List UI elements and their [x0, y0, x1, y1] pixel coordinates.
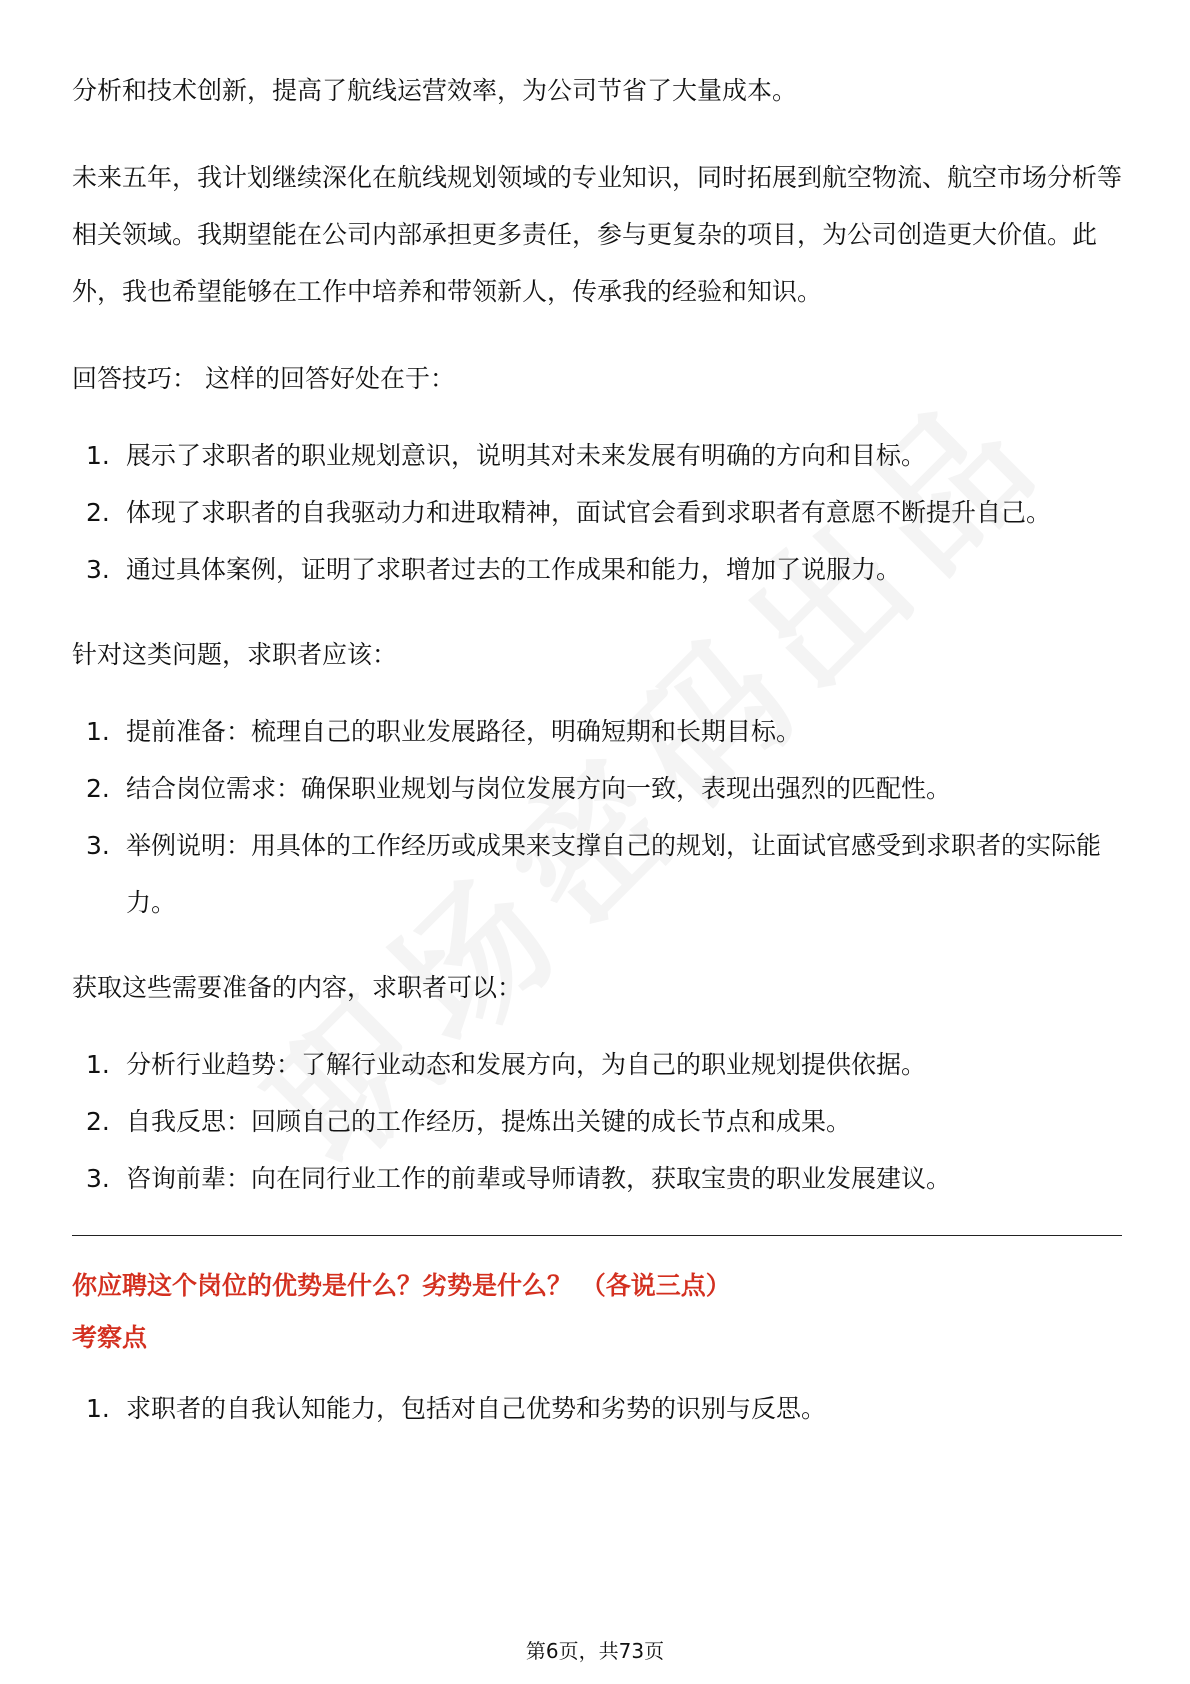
list-number: 2. [86, 498, 110, 527]
list-item [72, 427, 1122, 484]
preparation-list [72, 1036, 1122, 1207]
list-item-text: 举例说明：用具体的工作经历或成果来支撑自己的规划，让面试官感受到求职者的实际能力。 [126, 831, 1102, 917]
advice-list [72, 703, 1122, 931]
list-number: 1. [86, 441, 110, 470]
list-item [72, 541, 1122, 598]
list-number: 3. [86, 831, 110, 860]
list-number: 1. [86, 717, 110, 746]
list-item [72, 817, 1122, 931]
list-item-text: 咨询前辈：向在同行业工作的前辈或导师请教，获取宝贵的职业发展建议。 [126, 1164, 952, 1193]
list-item-text: 体现了求职者的自我驱动力和进取精神，面试官会看到求职者有意愿不断提升自己。 [126, 498, 1052, 527]
list-number: 1. [86, 1050, 110, 1079]
list-item-text: 分析行业趋势：了解行业动态和发展方向，为自己的职业规划提供依据。 [126, 1050, 927, 1079]
paragraph: 分析和技术创新，提高了航线运营效率，为公司节省了大量成本。 [72, 76, 798, 105]
paragraph: 获取这些需要准备的内容，求职者可以： [72, 973, 523, 1002]
list-item-text: 求职者的自我认知能力，包括对自己优势和劣势的识别与反思。 [126, 1394, 827, 1423]
list-number: 2. [86, 1107, 110, 1136]
list-item [72, 1036, 1122, 1093]
page-content [72, 62, 1122, 1465]
question-subtitle: 考察点 [72, 1323, 148, 1352]
list-number: 3. [86, 1164, 110, 1193]
list-item [72, 1093, 1122, 1150]
list-item [72, 484, 1122, 541]
paragraph: 未来五年，我计划继续深化在航线规划领域的专业知识，同时拓展到航空物流、航空市场分析等相关领域。我期望能在公司内部承担更多责任，参与更复杂的项目，为公司创造更大价值。此外，我也希望能够在工作中培养和带领新人，传承我的经验和知识。 [72, 163, 1123, 306]
paragraph: 针对这类问题，求职者应该： [72, 640, 398, 669]
assessment-list [72, 1380, 1122, 1437]
list-item [72, 1150, 1122, 1207]
list-item-text: 自我反思：回顾自己的工作经历，提炼出关键的成长节点和成果。 [126, 1107, 852, 1136]
list-item-text: 提前准备：梳理自己的职业发展路径，明确短期和长期目标。 [126, 717, 802, 746]
section-divider [72, 1235, 1122, 1236]
paragraph-tips-heading: 回答技巧： 这样的回答好处在于： [72, 364, 455, 393]
list-item-text: 展示了求职者的职业规划意识，说明其对未来发展有明确的方向和目标。 [126, 441, 927, 470]
list-item [72, 703, 1122, 760]
list-item [72, 1380, 1122, 1437]
list-number: 1. [86, 1394, 110, 1423]
list-item [72, 760, 1122, 817]
question-title: 你应聘这个岗位的优势是什么？劣势是什么？ （各说三点） [72, 1271, 731, 1300]
list-item-text: 结合岗位需求：确保职业规划与岗位发展方向一致，表现出强烈的匹配性。 [126, 774, 952, 803]
list-item-text: 通过具体案例，证明了求职者过去的工作成果和能力，增加了说服力。 [126, 555, 902, 584]
list-number: 2. [86, 774, 110, 803]
page-footer: 第6页，共73页 [525, 1639, 665, 1663]
list-number: 3. [86, 555, 110, 584]
benefits-list [72, 427, 1122, 598]
